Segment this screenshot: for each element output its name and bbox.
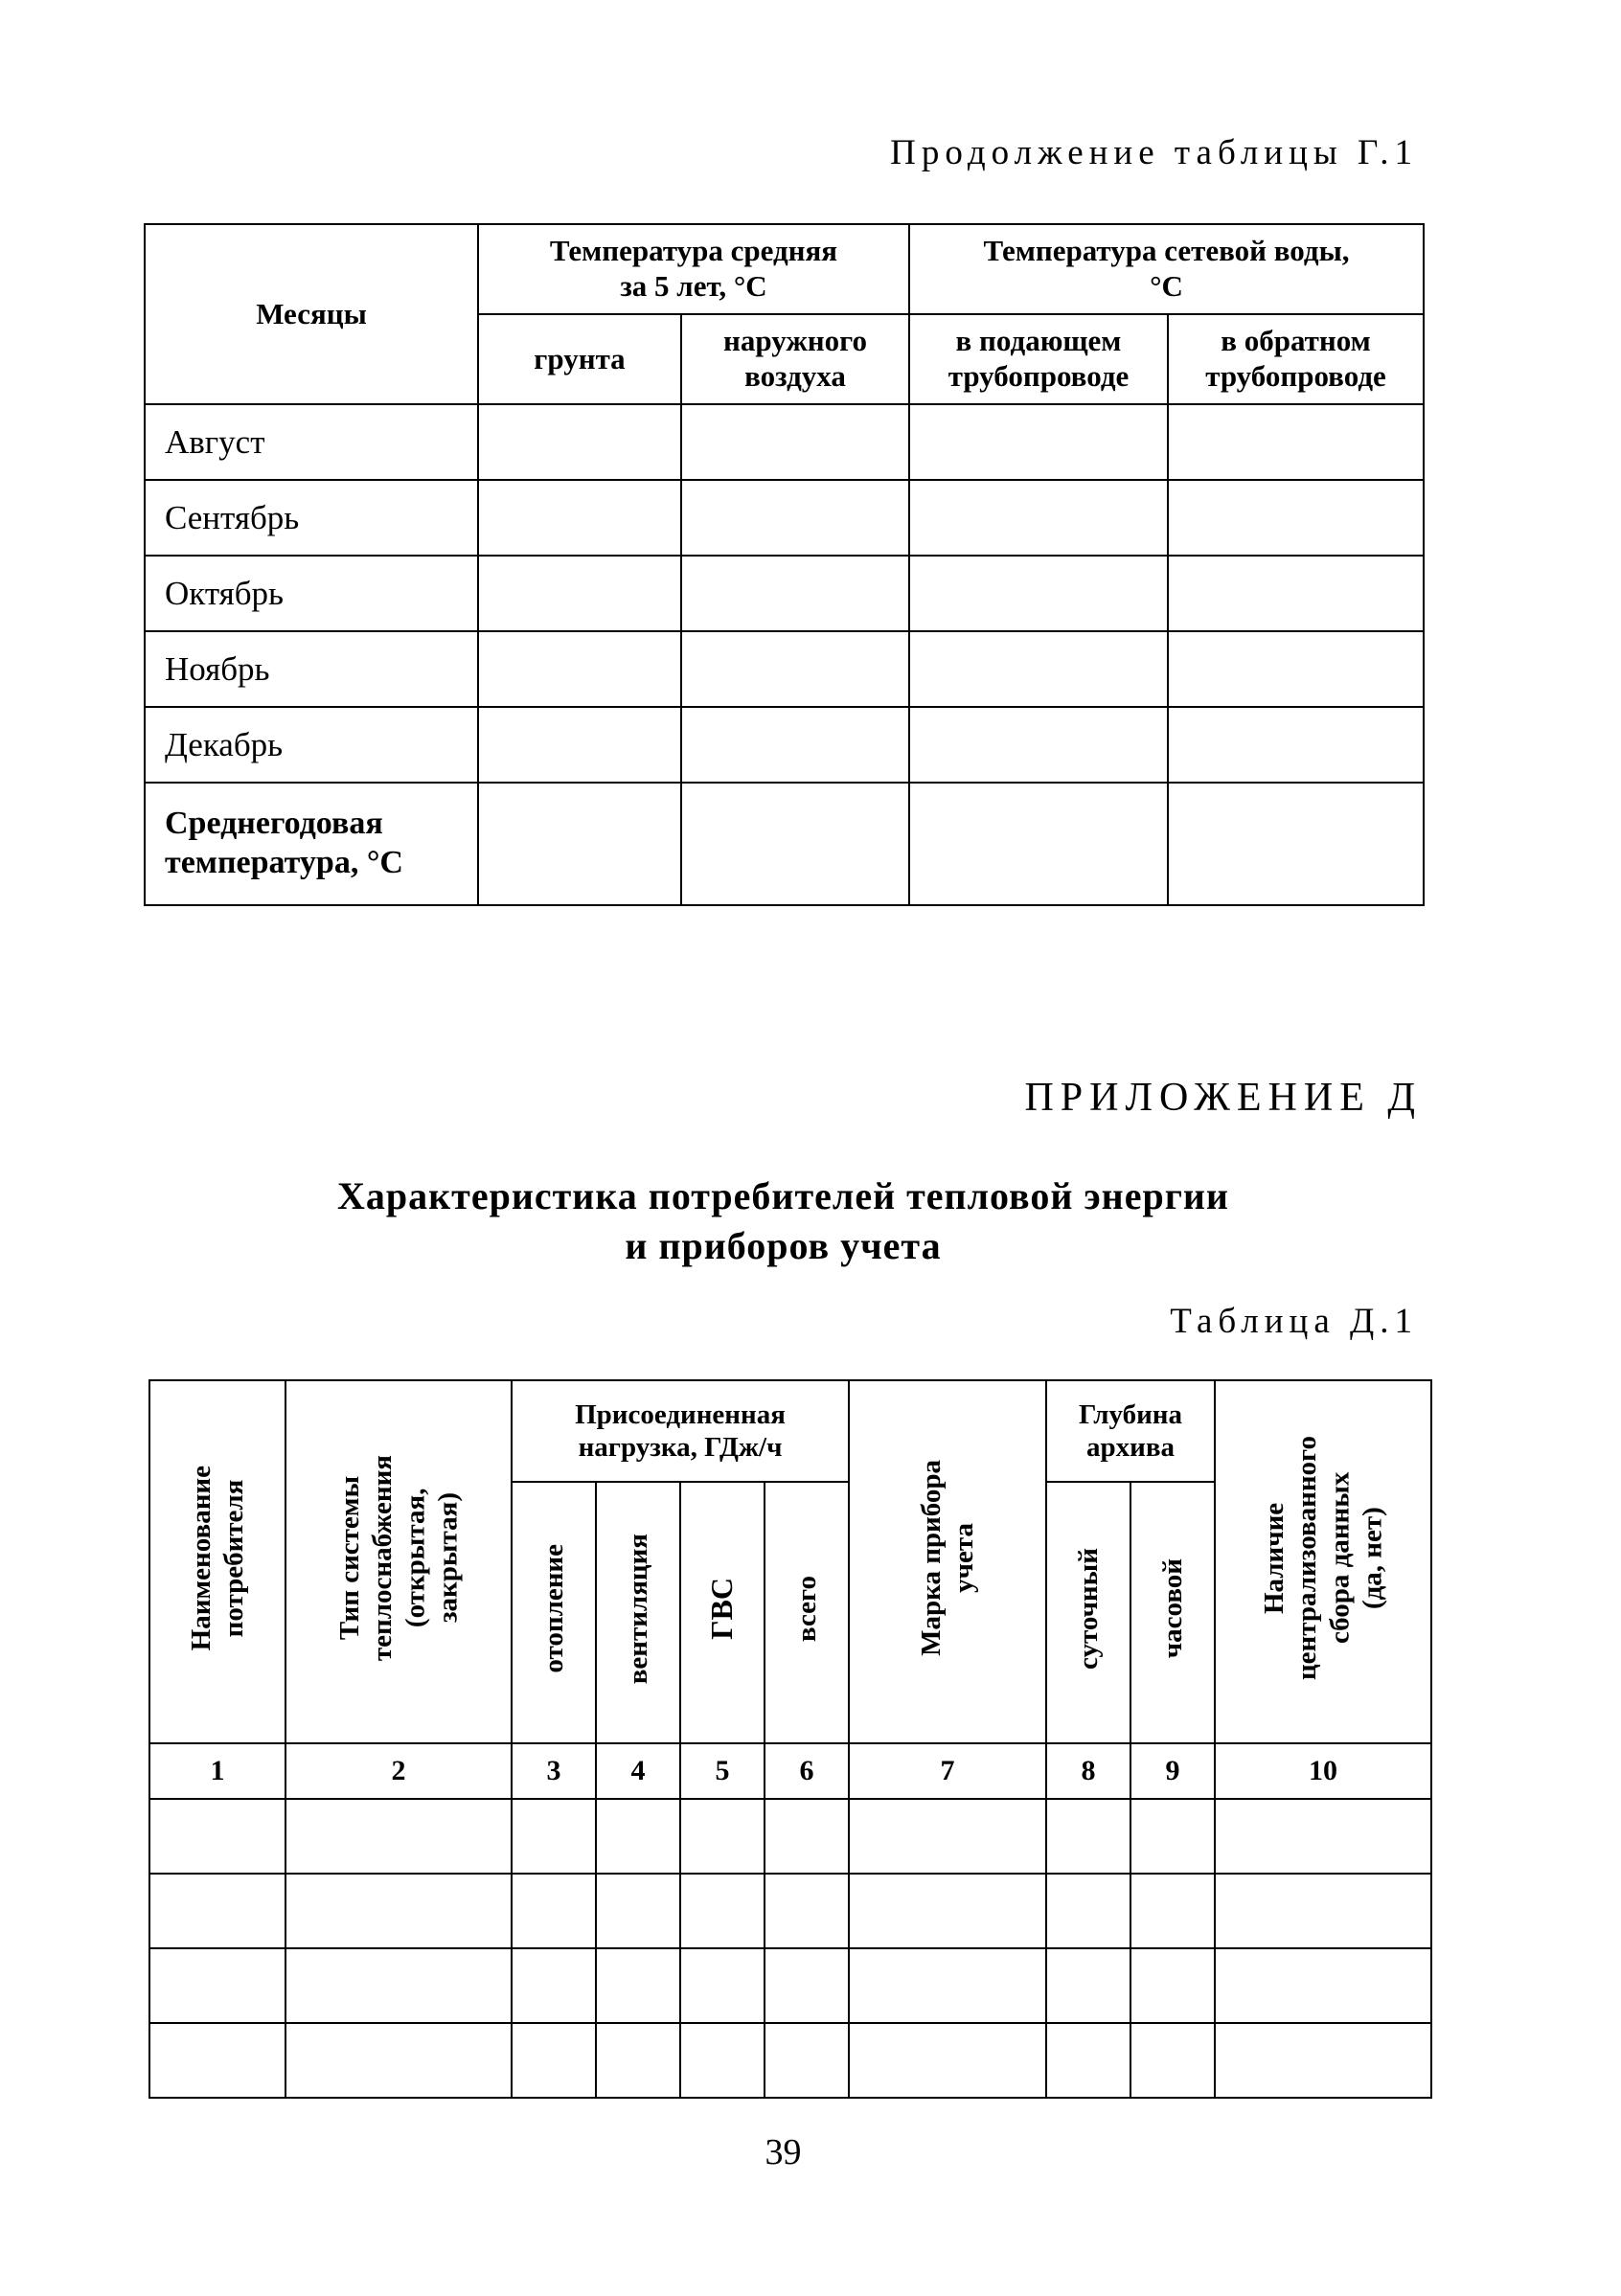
month-cell: Ноябрь	[145, 631, 478, 707]
table-row	[149, 1799, 1431, 1874]
column-number: 10	[1215, 1743, 1431, 1799]
header-avg-temp: Температура средняя за 5 лет, °С	[478, 224, 909, 314]
column-number: 4	[596, 1743, 680, 1799]
header-heating: отопление	[512, 1482, 596, 1743]
column-number: 6	[765, 1743, 849, 1799]
table-g-caption: Продолжение таблицы Г.1	[890, 133, 1418, 172]
summary-row	[145, 783, 1424, 905]
header-outdoor-air: наружного воздуха	[681, 314, 909, 404]
header-meter-brand: Марка прибора учета	[849, 1380, 1046, 1743]
column-number: 5	[680, 1743, 765, 1799]
column-number: 7	[849, 1743, 1046, 1799]
table-row	[149, 1948, 1431, 2023]
header-supply-system-type: Тип системы теплоснабжения (открытая, закрытая)	[285, 1380, 512, 1743]
table-row	[145, 707, 1424, 783]
header-hourly: часовой	[1130, 1482, 1215, 1743]
column-number: 3	[512, 1743, 596, 1799]
summary-cell: Среднегодовая температура, °С	[145, 783, 478, 905]
month-cell: Декабрь	[145, 707, 478, 783]
table-row	[145, 556, 1424, 631]
table-row	[149, 1874, 1431, 1948]
header-ground: грунта	[478, 314, 681, 404]
header-consumer-name: Наименование потребителя	[149, 1380, 285, 1743]
column-number: 2	[285, 1743, 512, 1799]
appendix-subtitle: Характеристика потребителей тепловой энергии и приборов учета	[337, 1174, 1229, 1267]
table-row	[145, 631, 1424, 707]
header-connected-load: Присоединенная нагрузка, ГДж/ч	[512, 1380, 849, 1482]
table-g1	[144, 223, 1425, 906]
header-total: всего	[765, 1482, 849, 1743]
column-number: 8	[1046, 1743, 1130, 1799]
table-d-label: Таблица Д.1	[1170, 1302, 1418, 1341]
header-daily: суточный	[1046, 1482, 1130, 1743]
page-number: 39	[765, 2132, 802, 2172]
month-cell: Октябрь	[145, 556, 478, 631]
header-centralized-collection: Наличие централизованного сбора данных (да, нет)	[1215, 1380, 1431, 1743]
header-months: Месяцы	[145, 224, 478, 404]
header-gvs: ГВС	[680, 1482, 765, 1743]
month-cell: Август	[145, 404, 478, 480]
table-d1	[148, 1379, 1432, 2099]
column-numbers-row	[149, 1743, 1431, 1799]
header-archive-depth: Глубина архива	[1046, 1380, 1215, 1482]
table-row	[149, 2023, 1431, 2098]
column-number: 9	[1130, 1743, 1215, 1799]
table-row	[145, 404, 1424, 480]
column-number: 1	[149, 1743, 285, 1799]
table-row	[145, 480, 1424, 556]
month-cell: Сентябрь	[145, 480, 478, 556]
appendix-title: ПРИЛОЖЕНИЕ Д	[1024, 1076, 1422, 1120]
header-supply-pipe: в подающем трубопроводе	[909, 314, 1168, 404]
header-return-pipe: в обратном трубопроводе	[1168, 314, 1424, 404]
header-net-water-temp: Температура сетевой воды, °С	[909, 224, 1424, 314]
header-ventilation: вентиляция	[596, 1482, 680, 1743]
